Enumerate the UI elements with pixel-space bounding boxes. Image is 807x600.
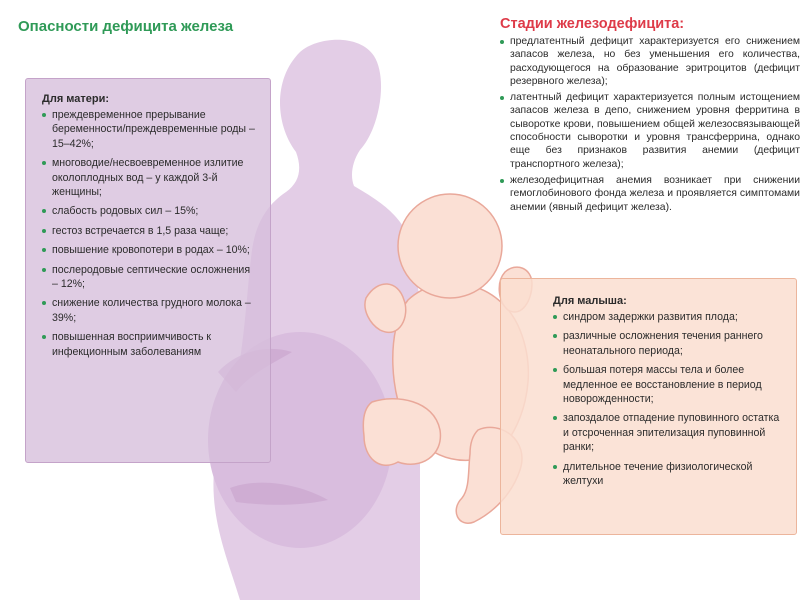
list-item: латентный дефицит характеризуется полным истощением запасов железа в депо, снижением уровня ферритина в сыворотке крови, повышением общей железосвязывающей способности сыворотки и уровня трансферрина, однако еще без признаков развития анемии (дефицит транспортного железа); bbox=[500, 91, 800, 171]
list-item: преждевременное прерывание беременности/преждевременные роды – 15–42%; bbox=[42, 108, 256, 151]
list-item: гестоз встречается в 1,5 раза чаще; bbox=[42, 224, 256, 238]
list-item: различные осложнения течения раннего неонатального периода; bbox=[553, 329, 782, 358]
list-item: длительное течение физиологической желтухи bbox=[553, 460, 782, 489]
baby-risks-panel bbox=[500, 278, 797, 535]
list-item: повышение кровопотери в родах – 10%; bbox=[42, 243, 256, 257]
baby-head bbox=[398, 194, 502, 298]
deficiency-stages-block bbox=[500, 16, 800, 217]
stages-list bbox=[500, 35, 800, 214]
list-item: слабость родовых сил – 15%; bbox=[42, 204, 256, 218]
list-item: большая потеря массы тела и более медленное ее восстановление в период новорожденности; bbox=[553, 363, 782, 406]
mother-panel-heading: Для матери: bbox=[42, 93, 110, 105]
list-item: повышенная восприимчивость к инфекционным заболеваниям bbox=[42, 330, 256, 359]
list-item: железодефицитная анемия возникает при снижении гемоглобинового фонда железа и проявляется симптомами анемии (явный дефицит железа). bbox=[500, 174, 800, 214]
list-item: запоздалое отпадение пуповинного остатка и отсроченная эпителизация пуповинной ранки; bbox=[553, 411, 782, 454]
mother-risks-list bbox=[42, 108, 256, 359]
list-item: предлатентный дефицит характеризуется его снижением запасов железа, но без уменьшения его количества, расходующегося на образование эритроцитов (дефицит резервного железа); bbox=[500, 35, 800, 88]
main-title: Опасности дефицита железа bbox=[18, 18, 234, 35]
list-item: многоводие/несвоевременное излитие околоплодных вод – у каждой 3-й женщины; bbox=[42, 156, 256, 199]
baby-risks-list bbox=[553, 310, 782, 488]
stages-title: Стадии железодефицита: bbox=[500, 16, 685, 32]
baby-panel-heading: Для малыша: bbox=[553, 295, 627, 307]
list-item: снижение количества грудного молока – 39%; bbox=[42, 296, 256, 325]
mother-risks-panel bbox=[25, 78, 271, 463]
list-item: послеродовые септические осложнения – 12%; bbox=[42, 263, 256, 292]
list-item: синдром задержки развития плода; bbox=[553, 310, 782, 324]
